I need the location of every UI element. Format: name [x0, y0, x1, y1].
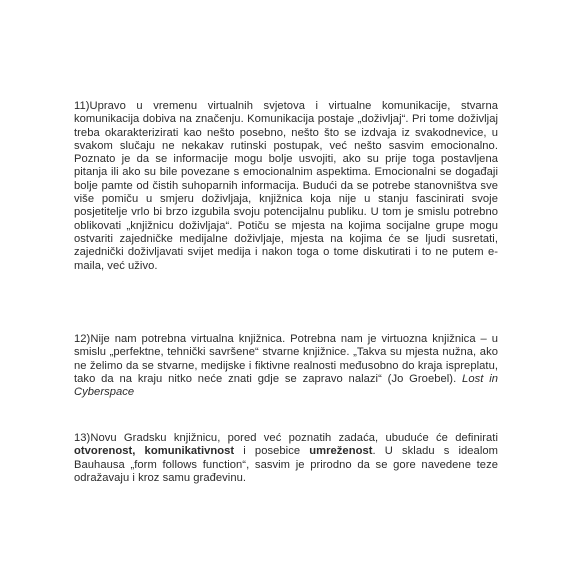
paragraph-11-part: 11)Upravo u vremenu virtualnih svjetova i virtualne komunikacije, stvarna komunikacija dobiva na značenju. Komunikacija postaje „doživljaj“. Pri tome doživljaj treba okarakterizirati kao nešto posebno, nešto što se izdvaja iz svakodnevice, u svakom slučaju ne nekakav rutinski postupak, već nešto sasvim emocionalno. Poznato je da se informacije mogu bolje usvojiti, ako su prije toga postavljena pitanja ili ako su bile povezane s emocionalnim aspektima. Emocionalni se događaji bolje pamte od čistih suhoparnih informacija. Budući da se potrebe stanovništva sve više pomiču u smjeru doživljaja, knjižnica koja nije u stanju fascinirati svoje posjetitelje vrlo bi brzo izgubila svoju potencijalnu publiku. U tom je smislu potrebno oblikovati „knjižnicu doživljaja“. Potiču se mjesta na kojima socijalne grupe mogu ostvariti zajedničke medijalne doživljaje, mjesta na kojima će se ljudi susretati, zajednički doživljavati svijet medija i nakon toga o tome diskutirati i to ne putem e-maila, već uživo.	[74, 100, 498, 272]
paragraph-13-part: i posebice	[234, 445, 310, 458]
emphasis-networking: umreženost	[309, 445, 373, 458]
paragraph-13-text	[74, 432, 498, 485]
paragraph-13-part: 13)Novu Gradsku knjižnicu, pored već poznatih zadaća, ubuduće će definirati	[74, 432, 498, 444]
paragraph-13	[74, 432, 498, 485]
emphasis-openness-communicativeness: otvorenost, komunikativnost	[74, 445, 235, 458]
paragraph-12	[74, 333, 498, 399]
paragraph-11-text	[74, 100, 498, 273]
paragraph-11	[74, 100, 498, 273]
paragraph-12-text	[74, 333, 498, 399]
paragraph-13-part: . U skladu s idealom Bauhausa „form follows function“, sasvim je prirodno da se gore navedene teze odražavaju i kroz samu građevinu.	[74, 445, 498, 484]
paragraph-12-part: 12)Nije nam potrebna virtualna knjižnica. Potrebna nam je virtuozna knjižnica – u smislu „perfektne, tehnički savršene“ stvarne knjižnice. „Takva su mjesta nužna, ako ne želimo da se stvarne, medijske i fiktivne realnosti međusobno do kraja ispreplatu, tako da na kraju nitko neće znati gdje se zapravo nalazi“ (Jo Groebel).	[74, 333, 498, 385]
book-title-italic: Lost in Cyberspace	[74, 372, 498, 399]
